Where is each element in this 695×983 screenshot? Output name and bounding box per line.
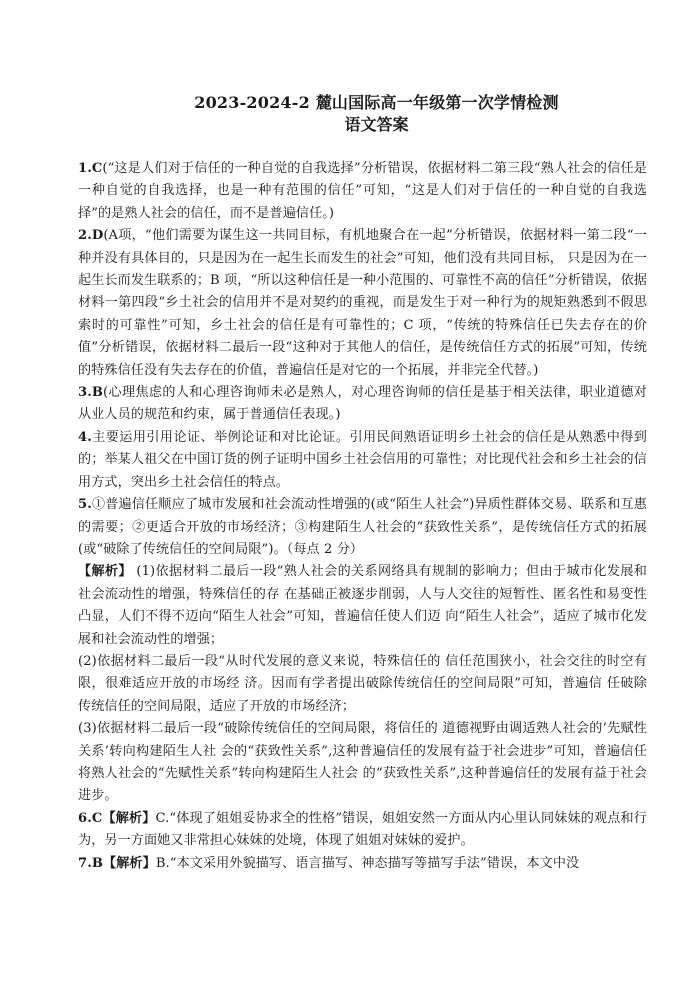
answer-text: (心理焦虑的人和心理咨询师未必是熟人，对心理咨询师的信任是基于相关法律，职业道德对从业人员的规范和约束，属于普通信任表现。) [78,385,647,423]
answers-body [78,158,647,875]
analysis-label: 【解析】 [78,564,132,580]
answer-item-6 [78,808,647,853]
answer-text: 主要运用引用论证、举例论证和对比论证。引用民间熟语证明乡土社会的信任是从熟悉中得到的；举某人祖父在中国订货的例子证明中国乡土社会信用的可靠性；对比现代社会和乡土社会的信用方式，突出乡土社会信任的特点。 [78,429,647,490]
answer-item-4 [78,427,647,494]
answer-item-7 [78,853,647,875]
answer-number: 7.B [78,855,104,871]
answer-number: 3.B [78,385,104,401]
analysis-paragraph-2: (2)依据材料二最后一段“从时代发展的意义来说，特殊信任的 信任范围狭小，社会交往的时空有限，很难适应开放的市场经 济。因而有学者提出破除传统信任的空间局限”可知，普遍信 任破除传统信任的空间局限，适应了开放的市场经济； [78,653,647,714]
answer-number: 4. [78,429,92,445]
analysis-label: 【解析】 [102,810,156,826]
answer-number: 6.C [78,810,103,826]
analysis-text: (1)依据材料二最后一段“熟人社会的关系网络具有规制的影响力；但由于城市化发展和社会流动性的增强，特殊信任的存 在基础正被逐步削弱，人与人交往的短暂性、匿名性和易变性凸显，人们不得不迈向“陌生人社会”可知，普遍信任使人们迈 向“陌生人社会”，适应了城市化发展和社会流动性的增强； [78,564,647,647]
answer-item-1 [78,158,647,225]
answer-text: ①普遍信任顺应了城市发展和社会流动性增强的(或“陌生人社会”)异质性群体交易、联系和互惠的需要；②更适合开放的市场经济；③构建陌生人社会的“获致性关系”，是传统信任方式的拓展(或“破除了传统信任的空间局限”)。（每点 2 分） [78,497,647,557]
answer-item-5 [78,494,647,561]
answer-item-3 [78,382,647,427]
analysis-paragraph-1 [78,561,647,651]
answer-number: 1.C [78,161,103,176]
answer-text: (A项，“他们需要为谋生这一共同目标，有机地聚合在一起”分析错误，依据材料一第二段“一种并没有具体目的，只是因为在一起生长而发生的社会”可知，他们没有共同目标， 只是因为在一起生长而发生联系的；B 项，“所以这种信任是一种小范围的、可靠性不高的信任”分析错误，依据材料一第四段“乡土社会的信用并不是对契约的重视，而是发生于对一种行为的规矩熟悉到不假思索时的可靠性”可知，乡土社会的信任是有可靠性的；C 项，“传统的特殊信任已失去存在的价值”分析错误，依据材料二最后一段“这种对于其他人的信任，是传统信任方式的拓展”可知，传统的特殊信任没有失去存在的价值，普遍信任是对它的一个拓展，并非完全代替。) [78,228,647,378]
answer-text: B.“本文采用外貌描写、语言描写、神态描写等描写手法”错误，本文中没 [155,855,580,871]
answer-number: 2.D [78,228,104,244]
analysis-paragraph-3: (3)依据材料二最后一段“破除传统信任的空间局限，将信任的 道德视野由调适熟人社会的‘先赋性关系’转向构建陌生人社 会的“获致性关系”,这种普遍信任的发展有益于社会进步”可知，普遍信任将熟人社会的“先赋性关系”转向构建陌生人社会 的“获致性关系”,这种普遍信任的发展有益于社会进步。 [78,721,647,804]
answer-text: C.“体现了姐姐妥协求全的性格”错误，姐姐安然一方面从内心里认同妹妹的观点和行为，另一方面她又非常担心妹妹的处境，体现了姐姐对妹妹的爱护。 [78,810,648,849]
analysis-label: 【解析】 [103,855,156,871]
answer-number: 5. [78,497,92,513]
document-subtitle: 语文答案 [344,115,409,134]
document-title: 2023-2024-2 麓山国际高一年级第一次学情检测 [194,93,559,112]
answer-item-2 [78,225,647,382]
answer-text: (“这是人们对于信任的一种自觉的自我选择”分析错误，依据材料二第三段“熟人社会的信任是一种自觉的自我选择，也是一种有范围的信任”可知，“这是人们对于信任的一种自觉的自我选择”的是熟人社会的信任，而不是普遍信任。) [78,161,647,221]
